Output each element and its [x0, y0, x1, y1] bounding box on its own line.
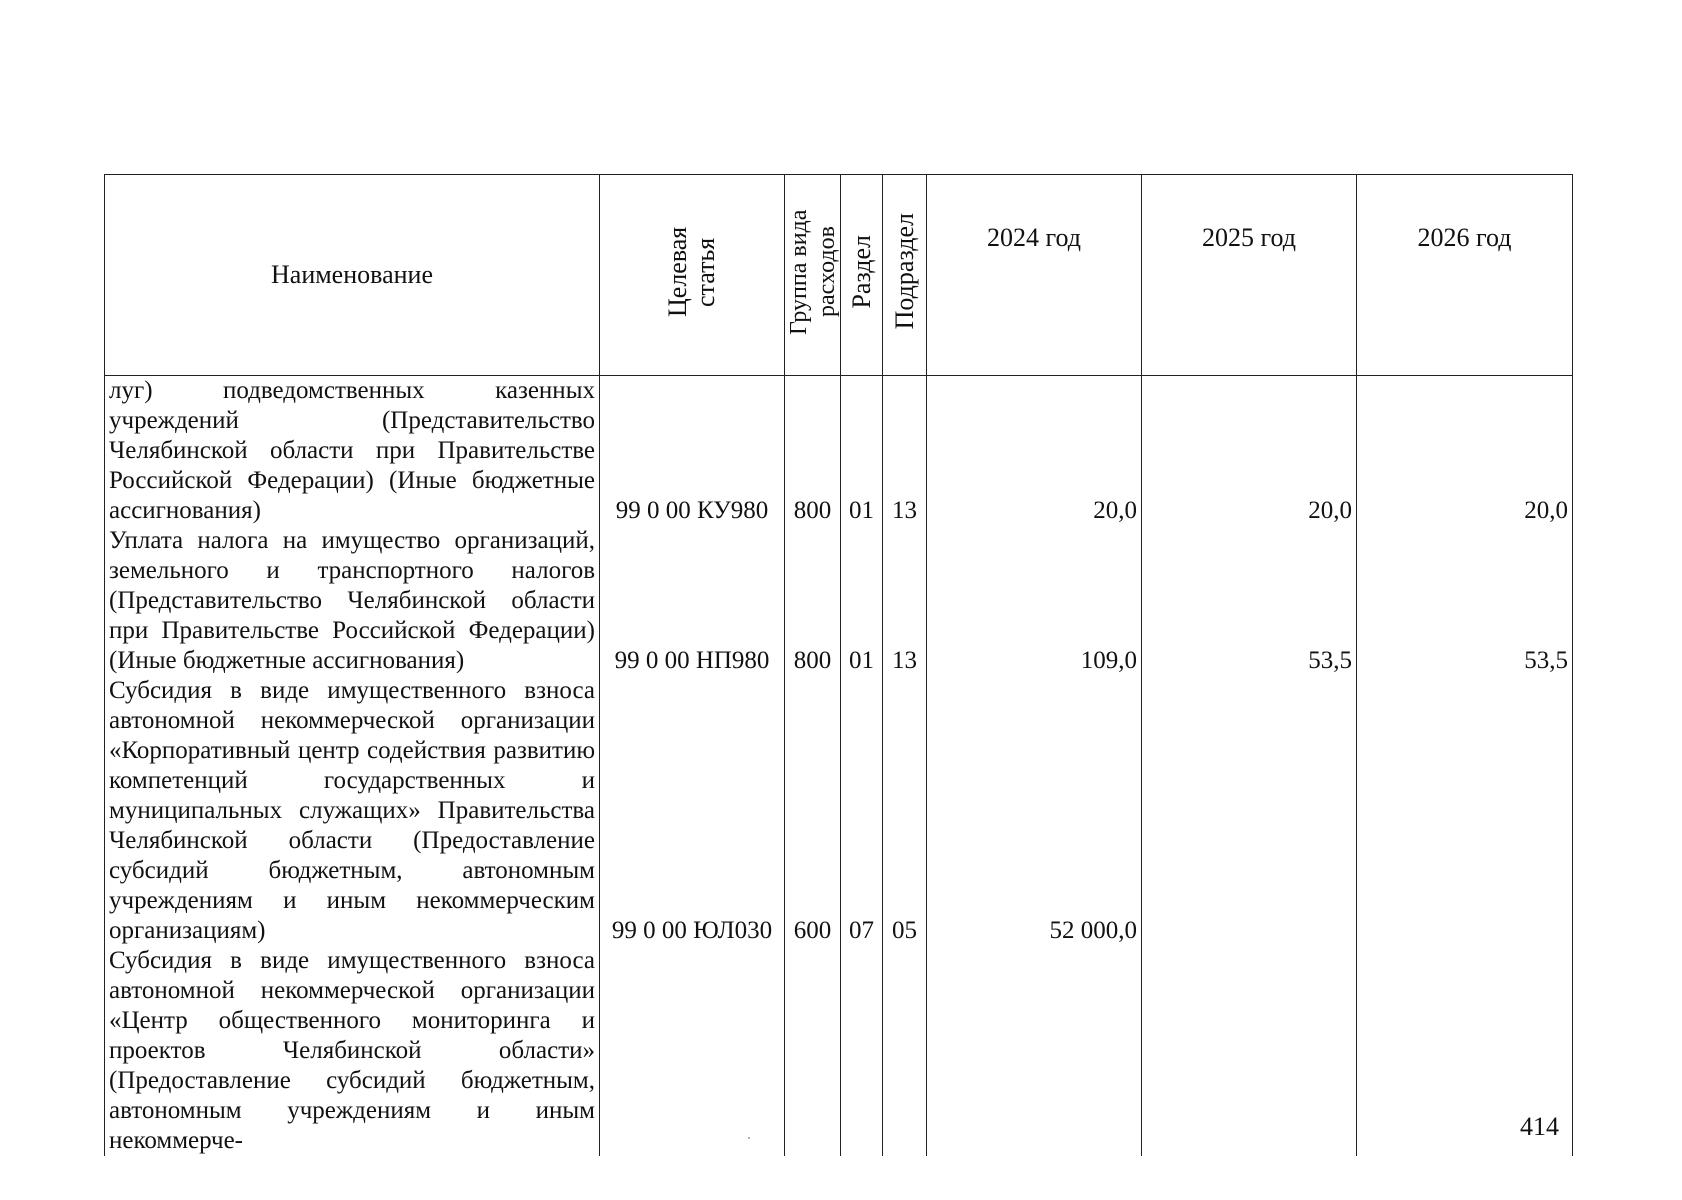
page-number: 414 [1520, 1112, 1559, 1141]
row-section: 01 [841, 376, 883, 527]
row-target-article: 99 0 00 ЮЛ030 [600, 676, 785, 946]
row-expense-group [785, 946, 841, 1156]
row-subsection: 05 [883, 676, 927, 946]
row-2024 [927, 946, 1142, 1156]
row-target-article [600, 946, 785, 1156]
row-name: луг) подведомственных казенных учреждений (Представительство Челябинской области при Правительстве Российской Федерации) (Иные бюджетные ассигнования) [105, 376, 600, 527]
row-section [841, 946, 883, 1156]
row-name: Субсидия в виде имущественного взноса автономной некоммерческой организации «Центр общественного мониторинга и проектов Челябинской области» (Предоставление субсидий бюджетным, автономным учреждениям и иным некоммерче- [105, 946, 600, 1156]
row-target-article: 99 0 00 КУ980 [600, 376, 785, 527]
row-section: 07 [841, 676, 883, 946]
row-target-article: 99 0 00 НП980 [600, 526, 785, 676]
table-row [105, 946, 1573, 1156]
header-2025: 2025 год [1142, 175, 1357, 376]
scan-speck [748, 1137, 750, 1139]
row-2024: 20,0 [927, 376, 1142, 527]
row-2025: 20,0 [1142, 376, 1357, 527]
table-row [105, 676, 1573, 946]
row-2026: 53,5 [1357, 526, 1573, 676]
header-section: Раздел [841, 175, 883, 376]
row-expense-group: 800 [785, 376, 841, 527]
header-name: Наименование [105, 175, 600, 376]
header-target-article: Целевая статья [600, 175, 785, 376]
row-name: Уплата налога на имущество организаций, земельного и транспортного налогов (Представительство Челябинской области при Правительстве Российской Федерации) (Иные бюджетные ассигнования) [105, 526, 600, 676]
header-2024: 2024 год [927, 175, 1142, 376]
header-expense-group: Группа вида расходов [785, 175, 841, 376]
row-subsection: 13 [883, 376, 927, 527]
row-2024: 109,0 [927, 526, 1142, 676]
budget-table [104, 174, 1573, 1156]
row-2025 [1142, 946, 1357, 1156]
row-2025 [1142, 676, 1357, 946]
row-2026 [1357, 676, 1573, 946]
row-section: 01 [841, 526, 883, 676]
row-name: Субсидия в виде имущественного взноса автономной некоммерческой организации «Корпоративный центр содействия развитию компетенций государственных и муниципальных служащих» Правительства Челябинской области (Предоставление субсидий бюджетным, автономным учреждениям и иным некоммерческим организациям) [105, 676, 600, 946]
table-row [105, 526, 1573, 676]
row-expense-group: 600 [785, 676, 841, 946]
header-subsection: Подраздел [883, 175, 927, 376]
row-expense-group: 800 [785, 526, 841, 676]
row-2026: 20,0 [1357, 376, 1573, 527]
table-header-row [105, 175, 1573, 376]
row-2024: 52 000,0 [927, 676, 1142, 946]
row-subsection: 13 [883, 526, 927, 676]
row-2025: 53,5 [1142, 526, 1357, 676]
table-row [105, 376, 1573, 527]
header-2026: 2026 год [1357, 175, 1573, 376]
row-subsection [883, 946, 927, 1156]
